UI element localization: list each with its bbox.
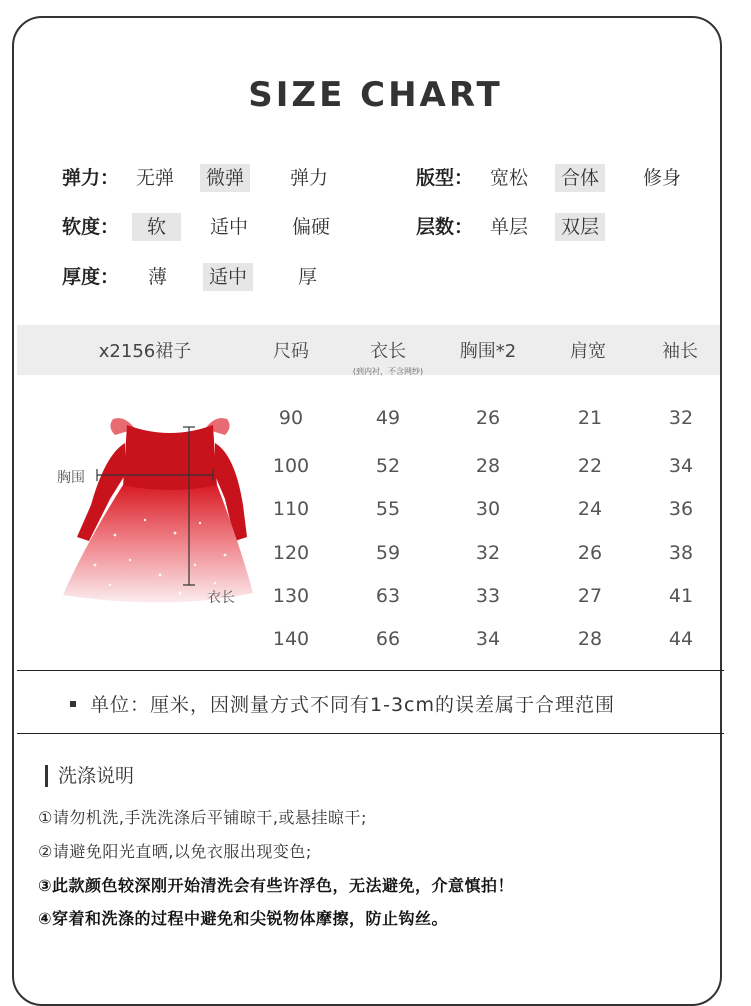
cell-length: 59 — [375, 542, 401, 564]
elasticity-option-selected: 微弹 — [200, 164, 250, 192]
cell-shoulder: 24 — [577, 498, 603, 520]
header-length-note: (到内衬，不含网纱) — [352, 367, 424, 376]
layers-label: 层数： — [416, 216, 474, 238]
softness-label: 软度： — [62, 216, 120, 238]
cell-size: 100 — [272, 455, 310, 477]
cell-sleeve: 36 — [668, 498, 694, 520]
cell-sleeve: 41 — [668, 585, 694, 607]
cell-sleeve: 44 — [668, 628, 694, 650]
cell-length: 55 — [375, 498, 401, 520]
header-sleeve: 袖长 — [662, 341, 698, 362]
elasticity-option: 无弹 — [136, 167, 175, 189]
cell-shoulder: 27 — [577, 585, 603, 607]
divider — [17, 670, 724, 671]
cell-shoulder: 22 — [577, 455, 603, 477]
cell-sleeve: 34 — [668, 455, 694, 477]
cell-length: 63 — [375, 585, 401, 607]
cell-chest: 34 — [475, 628, 501, 650]
divider — [17, 733, 724, 734]
cell-shoulder: 21 — [577, 407, 603, 429]
cell-chest: 32 — [475, 542, 501, 564]
elasticity-label: 弹力： — [62, 167, 120, 189]
cell-chest: 28 — [475, 455, 501, 477]
fit-option-selected: 合体 — [555, 164, 605, 192]
unit-note — [70, 690, 615, 717]
cell-shoulder: 26 — [577, 542, 603, 564]
cell-sleeve: 38 — [668, 542, 694, 564]
cell-size: 110 — [272, 498, 310, 520]
cell-sleeve: 32 — [668, 407, 694, 429]
layers-option-selected: 双层 — [555, 213, 605, 241]
cell-length: 49 — [375, 407, 401, 429]
washing-title: 洗涤说明 — [45, 765, 134, 787]
thickness-option-selected: 适中 — [203, 263, 253, 291]
dress-illustration — [55, 415, 255, 615]
washing-item: ②请避免阳光直晒,以免衣服出现变色; — [38, 842, 312, 861]
cell-length: 52 — [375, 455, 401, 477]
cell-size: 130 — [272, 585, 310, 607]
thickness-label: 厚度： — [62, 266, 120, 288]
header-chest: 胸围*2 — [459, 341, 517, 362]
cell-length: 66 — [375, 628, 401, 650]
page-title: SIZE CHART — [248, 75, 503, 115]
layers-option: 单层 — [490, 216, 529, 238]
chest-measure-label: 胸围 — [57, 470, 85, 486]
elasticity-option: 弹力 — [290, 167, 329, 189]
fit-option: 修身 — [643, 167, 682, 189]
softness-option-selected: 软 — [132, 213, 181, 241]
cell-chest: 30 — [475, 498, 501, 520]
thickness-option: 薄 — [148, 266, 168, 288]
softness-option: 偏硬 — [292, 216, 331, 238]
fit-option: 宽松 — [490, 167, 529, 189]
washing-item: ①请勿机洗,手洗洗涤后平铺晾干,或悬挂晾干; — [38, 808, 367, 827]
cell-size: 90 — [278, 407, 304, 429]
bullet-icon — [70, 701, 76, 707]
header-shoulder: 肩宽 — [570, 341, 606, 362]
cell-size: 140 — [272, 628, 310, 650]
length-measure-label: 衣长 — [207, 590, 235, 606]
cell-chest: 33 — [475, 585, 501, 607]
cell-size: 120 — [272, 542, 310, 564]
header-length: 衣长 — [370, 341, 406, 362]
header-size: 尺码 — [273, 341, 309, 362]
thickness-option: 厚 — [298, 266, 318, 288]
cell-chest: 26 — [475, 407, 501, 429]
cell-shoulder: 28 — [577, 628, 603, 650]
unit-note-text: 单位：厘米，因测量方式不同有1-3cm的误差属于合理范围 — [90, 694, 615, 716]
washing-item-warning: ④穿着和洗涤的过程中避免和尖锐物体摩擦，防止钩丝。 — [38, 909, 449, 928]
product-name: x2156裙子 — [98, 341, 192, 362]
washing-item-warning: ③此款颜色较深刚开始清洗会有些许浮色，无法避免，介意慎拍！ — [38, 876, 515, 895]
fit-label: 版型： — [416, 167, 474, 189]
softness-option: 适中 — [210, 216, 249, 238]
